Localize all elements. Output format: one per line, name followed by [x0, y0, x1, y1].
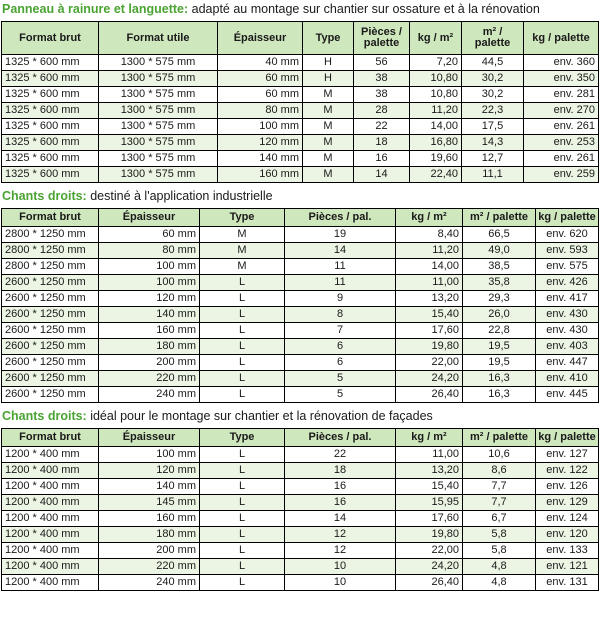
- table-cell: env. 253: [524, 135, 599, 151]
- table-cell: 16: [285, 495, 396, 511]
- spec-table-tongue-groove: [1, 21, 599, 183]
- header-cell: Pièces / pal.: [285, 429, 396, 447]
- section-label: Panneau à rainure et languette:: [2, 2, 189, 16]
- table-cell: L: [200, 495, 285, 511]
- header-cell: kg / m²: [410, 22, 462, 55]
- table-cell: env. 430: [536, 307, 599, 323]
- table-cell: 1300 * 575 mm: [99, 119, 218, 135]
- table-cell: 38,5: [463, 259, 536, 275]
- table-row: [2, 371, 599, 387]
- table-cell: L: [200, 543, 285, 559]
- table-cell: L: [200, 371, 285, 387]
- table-cell: 22,8: [463, 323, 536, 339]
- table-row: [2, 87, 599, 103]
- table-cell: env. 270: [524, 103, 599, 119]
- table-cell: 13,20: [396, 291, 463, 307]
- table-cell: L: [200, 355, 285, 371]
- table-row: [2, 511, 599, 527]
- table-cell: 2600 * 1250 mm: [2, 323, 99, 339]
- table-cell: 19,60: [410, 151, 462, 167]
- table-cell: 1300 * 575 mm: [99, 71, 218, 87]
- section-description: adapté au montage sur chantier sur ossature et à la rénovation: [188, 2, 540, 16]
- table-cell: 38: [354, 87, 410, 103]
- table-header-row: [2, 209, 599, 227]
- table-cell: 7,7: [463, 479, 536, 495]
- section-description: destiné à l'application industrielle: [86, 189, 273, 203]
- table-row: [2, 227, 599, 243]
- table-row: [2, 495, 599, 511]
- table-cell: 6: [285, 355, 396, 371]
- table-cell: L: [200, 463, 285, 479]
- table-cell: 17,60: [396, 323, 463, 339]
- table-cell: 14: [354, 167, 410, 183]
- table-cell: 10: [285, 559, 396, 575]
- table-cell: 160 mm: [99, 511, 200, 527]
- table-cell: 16,3: [463, 387, 536, 403]
- table-cell: 13,20: [396, 463, 463, 479]
- table-cell: 6: [285, 339, 396, 355]
- table-row: [2, 463, 599, 479]
- table-cell: 180 mm: [99, 339, 200, 355]
- table-cell: L: [200, 511, 285, 527]
- table-cell: 2800 * 1250 mm: [2, 243, 99, 259]
- table-cell: 180 mm: [99, 527, 200, 543]
- table-cell: 5: [285, 387, 396, 403]
- header-cell: m² / palette: [463, 209, 536, 227]
- table-cell: 1200 * 400 mm: [2, 479, 99, 495]
- header-cell: Type: [200, 209, 285, 227]
- table-cell: L: [200, 387, 285, 403]
- table-cell: 220 mm: [99, 371, 200, 387]
- table-row: [2, 527, 599, 543]
- table-cell: 22: [354, 119, 410, 135]
- table-cell: 30,2: [462, 87, 524, 103]
- table-cell: 1300 * 575 mm: [99, 55, 218, 71]
- table-cell: 11,1: [462, 167, 524, 183]
- header-cell: Pièces / palette: [354, 22, 410, 55]
- table-cell: env. 620: [536, 227, 599, 243]
- table-cell: env. 126: [536, 479, 599, 495]
- table-row: [2, 151, 599, 167]
- table-cell: L: [200, 527, 285, 543]
- table-cell: env. 417: [536, 291, 599, 307]
- table-row: [2, 543, 599, 559]
- table-cell: 1200 * 400 mm: [2, 495, 99, 511]
- table-cell: 240 mm: [99, 387, 200, 403]
- table-cell: 26,40: [396, 575, 463, 591]
- table-cell: 1325 * 600 mm: [2, 87, 99, 103]
- header-cell: Épaisseur: [99, 209, 200, 227]
- table-cell: 15,40: [396, 479, 463, 495]
- table-cell: 2600 * 1250 mm: [2, 307, 99, 323]
- table-cell: 22,00: [396, 355, 463, 371]
- table-cell: env. 445: [536, 387, 599, 403]
- table-cell: 140 mm: [99, 307, 200, 323]
- table-cell: L: [200, 291, 285, 307]
- section-label: Chants droits:: [2, 409, 87, 423]
- spec-table-industrial: [1, 208, 599, 403]
- table-cell: 22,00: [396, 543, 463, 559]
- table-cell: M: [303, 135, 354, 151]
- table-cell: 8: [285, 307, 396, 323]
- table-cell: 200 mm: [99, 543, 200, 559]
- table-cell: 2600 * 1250 mm: [2, 275, 99, 291]
- table-cell: env. 120: [536, 527, 599, 543]
- table-cell: 200 mm: [99, 355, 200, 371]
- table-cell: 15,40: [396, 307, 463, 323]
- table-cell: L: [200, 559, 285, 575]
- table-cell: 44,5: [462, 55, 524, 71]
- table-cell: env. 127: [536, 447, 599, 463]
- table-cell: 1200 * 400 mm: [2, 559, 99, 575]
- table-cell: 66,5: [463, 227, 536, 243]
- table-row: [2, 307, 599, 323]
- table-cell: 35,8: [463, 275, 536, 291]
- table-cell: 140 mm: [99, 479, 200, 495]
- table-cell: env. 410: [536, 371, 599, 387]
- table-cell: 220 mm: [99, 559, 200, 575]
- table-cell: L: [200, 479, 285, 495]
- table-cell: 1325 * 600 mm: [2, 71, 99, 87]
- table-cell: M: [200, 259, 285, 275]
- table-cell: 1200 * 400 mm: [2, 543, 99, 559]
- table-cell: L: [200, 275, 285, 291]
- table-cell: env. 261: [524, 151, 599, 167]
- table-cell: 120 mm: [218, 135, 303, 151]
- table-cell: env. 430: [536, 323, 599, 339]
- header-cell: Épaisseur: [218, 22, 303, 55]
- table-cell: 14: [285, 511, 396, 527]
- table-cell: 60 mm: [99, 227, 200, 243]
- header-cell: Format brut: [2, 209, 99, 227]
- table-cell: 8,6: [463, 463, 536, 479]
- table-cell: 11: [285, 259, 396, 275]
- section-description: idéal pour le montage sur chantier et la rénovation de façades: [86, 409, 433, 423]
- table-cell: env. 261: [524, 119, 599, 135]
- table-cell: 40 mm: [218, 55, 303, 71]
- table-row: [2, 71, 599, 87]
- table-cell: 16,80: [410, 135, 462, 151]
- table-cell: 7: [285, 323, 396, 339]
- table-cell: 2600 * 1250 mm: [2, 355, 99, 371]
- table-cell: 11,20: [410, 103, 462, 119]
- table-cell: 2600 * 1250 mm: [2, 339, 99, 355]
- table-cell: 100 mm: [99, 447, 200, 463]
- table-cell: 1325 * 600 mm: [2, 119, 99, 135]
- table-cell: 1325 * 600 mm: [2, 135, 99, 151]
- table-cell: 100 mm: [99, 259, 200, 275]
- table-row: [2, 275, 599, 291]
- table-cell: 5,8: [463, 543, 536, 559]
- table-cell: 6,7: [463, 511, 536, 527]
- header-cell: Format brut: [2, 429, 99, 447]
- table-cell: 100 mm: [218, 119, 303, 135]
- table-cell: 140 mm: [218, 151, 303, 167]
- table-cell: 19,80: [396, 339, 463, 355]
- table-cell: 1325 * 600 mm: [2, 151, 99, 167]
- table-row: [2, 55, 599, 71]
- table-cell: 24,20: [396, 371, 463, 387]
- section-label: Chants droits:: [2, 189, 87, 203]
- table-cell: 8,40: [396, 227, 463, 243]
- table-cell: M: [303, 87, 354, 103]
- table-row: [2, 119, 599, 135]
- table-cell: 26,0: [463, 307, 536, 323]
- table-cell: env. 259: [524, 167, 599, 183]
- table-cell: 18: [285, 463, 396, 479]
- header-cell: Pièces / pal.: [285, 209, 396, 227]
- table-cell: env. 121: [536, 559, 599, 575]
- table-cell: 10,6: [463, 447, 536, 463]
- table-cell: L: [200, 323, 285, 339]
- table-row: [2, 259, 599, 275]
- table-cell: 1300 * 575 mm: [99, 103, 218, 119]
- spec-table-facade: [1, 428, 599, 591]
- table-cell: 12: [285, 543, 396, 559]
- table-cell: H: [303, 55, 354, 71]
- table-cell: env. 360: [524, 55, 599, 71]
- table-cell: 120 mm: [99, 291, 200, 307]
- table-cell: 16: [354, 151, 410, 167]
- table-cell: 19,5: [463, 339, 536, 355]
- section-heading: [0, 188, 599, 205]
- table-cell: env. 593: [536, 243, 599, 259]
- table-cell: 1325 * 600 mm: [2, 167, 99, 183]
- header-cell: kg / palette: [536, 209, 599, 227]
- table-cell: env. 122: [536, 463, 599, 479]
- table-cell: 49,0: [463, 243, 536, 259]
- table-row: [2, 575, 599, 591]
- table-row: [2, 323, 599, 339]
- table-cell: 240 mm: [99, 575, 200, 591]
- table-cell: 5: [285, 371, 396, 387]
- table-cell: 15,95: [396, 495, 463, 511]
- table-cell: 19,5: [463, 355, 536, 371]
- table-cell: M: [303, 167, 354, 183]
- table-cell: 2600 * 1250 mm: [2, 371, 99, 387]
- table-cell: 16: [285, 479, 396, 495]
- table-cell: 7,20: [410, 55, 462, 71]
- table-row: [2, 291, 599, 307]
- table-cell: 17,5: [462, 119, 524, 135]
- table-cell: 22,3: [462, 103, 524, 119]
- table-cell: 80 mm: [99, 243, 200, 259]
- header-cell: m² / palette: [463, 429, 536, 447]
- table-cell: env. 133: [536, 543, 599, 559]
- table-cell: 19,80: [396, 527, 463, 543]
- table-cell: env. 447: [536, 355, 599, 371]
- table-cell: M: [200, 227, 285, 243]
- table-cell: L: [200, 339, 285, 355]
- table-cell: 1300 * 575 mm: [99, 167, 218, 183]
- table-cell: 2800 * 1250 mm: [2, 227, 99, 243]
- table-cell: 30,2: [462, 71, 524, 87]
- table-cell: 1300 * 575 mm: [99, 87, 218, 103]
- table-cell: H: [303, 71, 354, 87]
- table-cell: 2600 * 1250 mm: [2, 291, 99, 307]
- table-cell: 14,00: [396, 259, 463, 275]
- table-cell: env. 403: [536, 339, 599, 355]
- table-cell: env. 281: [524, 87, 599, 103]
- header-cell: kg / palette: [536, 429, 599, 447]
- table-row: [2, 387, 599, 403]
- table-cell: 10,80: [410, 87, 462, 103]
- header-cell: kg / palette: [524, 22, 599, 55]
- table-cell: 145 mm: [99, 495, 200, 511]
- table-cell: M: [303, 119, 354, 135]
- table-cell: 24,20: [396, 559, 463, 575]
- table-cell: L: [200, 575, 285, 591]
- table-cell: 60 mm: [218, 87, 303, 103]
- table-cell: env. 129: [536, 495, 599, 511]
- table-row: [2, 355, 599, 371]
- table-cell: 12: [285, 527, 396, 543]
- table-row: [2, 135, 599, 151]
- table-cell: 100 mm: [99, 275, 200, 291]
- table-cell: 1325 * 600 mm: [2, 55, 99, 71]
- table-cell: 1300 * 575 mm: [99, 135, 218, 151]
- table-cell: 1325 * 600 mm: [2, 103, 99, 119]
- table-cell: 29,3: [463, 291, 536, 307]
- table-cell: 14,00: [410, 119, 462, 135]
- table-cell: 12,7: [462, 151, 524, 167]
- table-cell: env. 575: [536, 259, 599, 275]
- header-cell: Type: [303, 22, 354, 55]
- table-cell: 120 mm: [99, 463, 200, 479]
- table-cell: 80 mm: [218, 103, 303, 119]
- table-cell: M: [200, 243, 285, 259]
- table-cell: 160 mm: [99, 323, 200, 339]
- table-cell: 60 mm: [218, 71, 303, 87]
- table-cell: 1200 * 400 mm: [2, 463, 99, 479]
- header-cell: kg / m²: [396, 429, 463, 447]
- table-cell: M: [303, 103, 354, 119]
- table-row: [2, 559, 599, 575]
- table-cell: env. 426: [536, 275, 599, 291]
- table-header-row: [2, 429, 599, 447]
- table-cell: 160 mm: [218, 167, 303, 183]
- header-cell: Type: [200, 429, 285, 447]
- table-row: [2, 103, 599, 119]
- header-cell: Format utile: [99, 22, 218, 55]
- table-cell: 7,7: [463, 495, 536, 511]
- table-cell: 18: [354, 135, 410, 151]
- table-cell: 56: [354, 55, 410, 71]
- table-cell: 38: [354, 71, 410, 87]
- section-heading: [0, 408, 599, 425]
- table-cell: 11,00: [396, 275, 463, 291]
- table-row: [2, 447, 599, 463]
- table-cell: 17,60: [396, 511, 463, 527]
- table-cell: 28: [354, 103, 410, 119]
- table-cell: 22: [285, 447, 396, 463]
- table-cell: 14,3: [462, 135, 524, 151]
- table-cell: 9: [285, 291, 396, 307]
- header-cell: Épaisseur: [99, 429, 200, 447]
- table-header-row: [2, 22, 599, 55]
- table-cell: 19: [285, 227, 396, 243]
- table-cell: L: [200, 447, 285, 463]
- table-cell: env. 131: [536, 575, 599, 591]
- table-cell: 11,00: [396, 447, 463, 463]
- table-cell: env. 124: [536, 511, 599, 527]
- table-cell: 5,8: [463, 527, 536, 543]
- table-cell: env. 350: [524, 71, 599, 87]
- table-cell: 11,20: [396, 243, 463, 259]
- header-cell: kg / m²: [396, 209, 463, 227]
- table-row: [2, 167, 599, 183]
- header-cell: Format brut: [2, 22, 99, 55]
- table-cell: 16,3: [463, 371, 536, 387]
- table-cell: 1200 * 400 mm: [2, 527, 99, 543]
- table-cell: L: [200, 307, 285, 323]
- table-cell: 10,80: [410, 71, 462, 87]
- table-cell: 1200 * 400 mm: [2, 447, 99, 463]
- table-cell: 1300 * 575 mm: [99, 151, 218, 167]
- table-cell: M: [303, 151, 354, 167]
- table-cell: 4,8: [463, 575, 536, 591]
- product-spec-sheet: [0, 1, 599, 621]
- table-cell: 2600 * 1250 mm: [2, 387, 99, 403]
- table-row: [2, 243, 599, 259]
- table-cell: 11: [285, 275, 396, 291]
- table-cell: 26,40: [396, 387, 463, 403]
- table-cell: 2800 * 1250 mm: [2, 259, 99, 275]
- header-cell: m² / palette: [462, 22, 524, 55]
- table-cell: 4,8: [463, 559, 536, 575]
- table-cell: 1200 * 400 mm: [2, 575, 99, 591]
- table-cell: 10: [285, 575, 396, 591]
- section-heading: [0, 1, 599, 18]
- table-row: [2, 479, 599, 495]
- table-cell: 1200 * 400 mm: [2, 511, 99, 527]
- table-cell: 22,40: [410, 167, 462, 183]
- table-row: [2, 339, 599, 355]
- table-cell: 14: [285, 243, 396, 259]
